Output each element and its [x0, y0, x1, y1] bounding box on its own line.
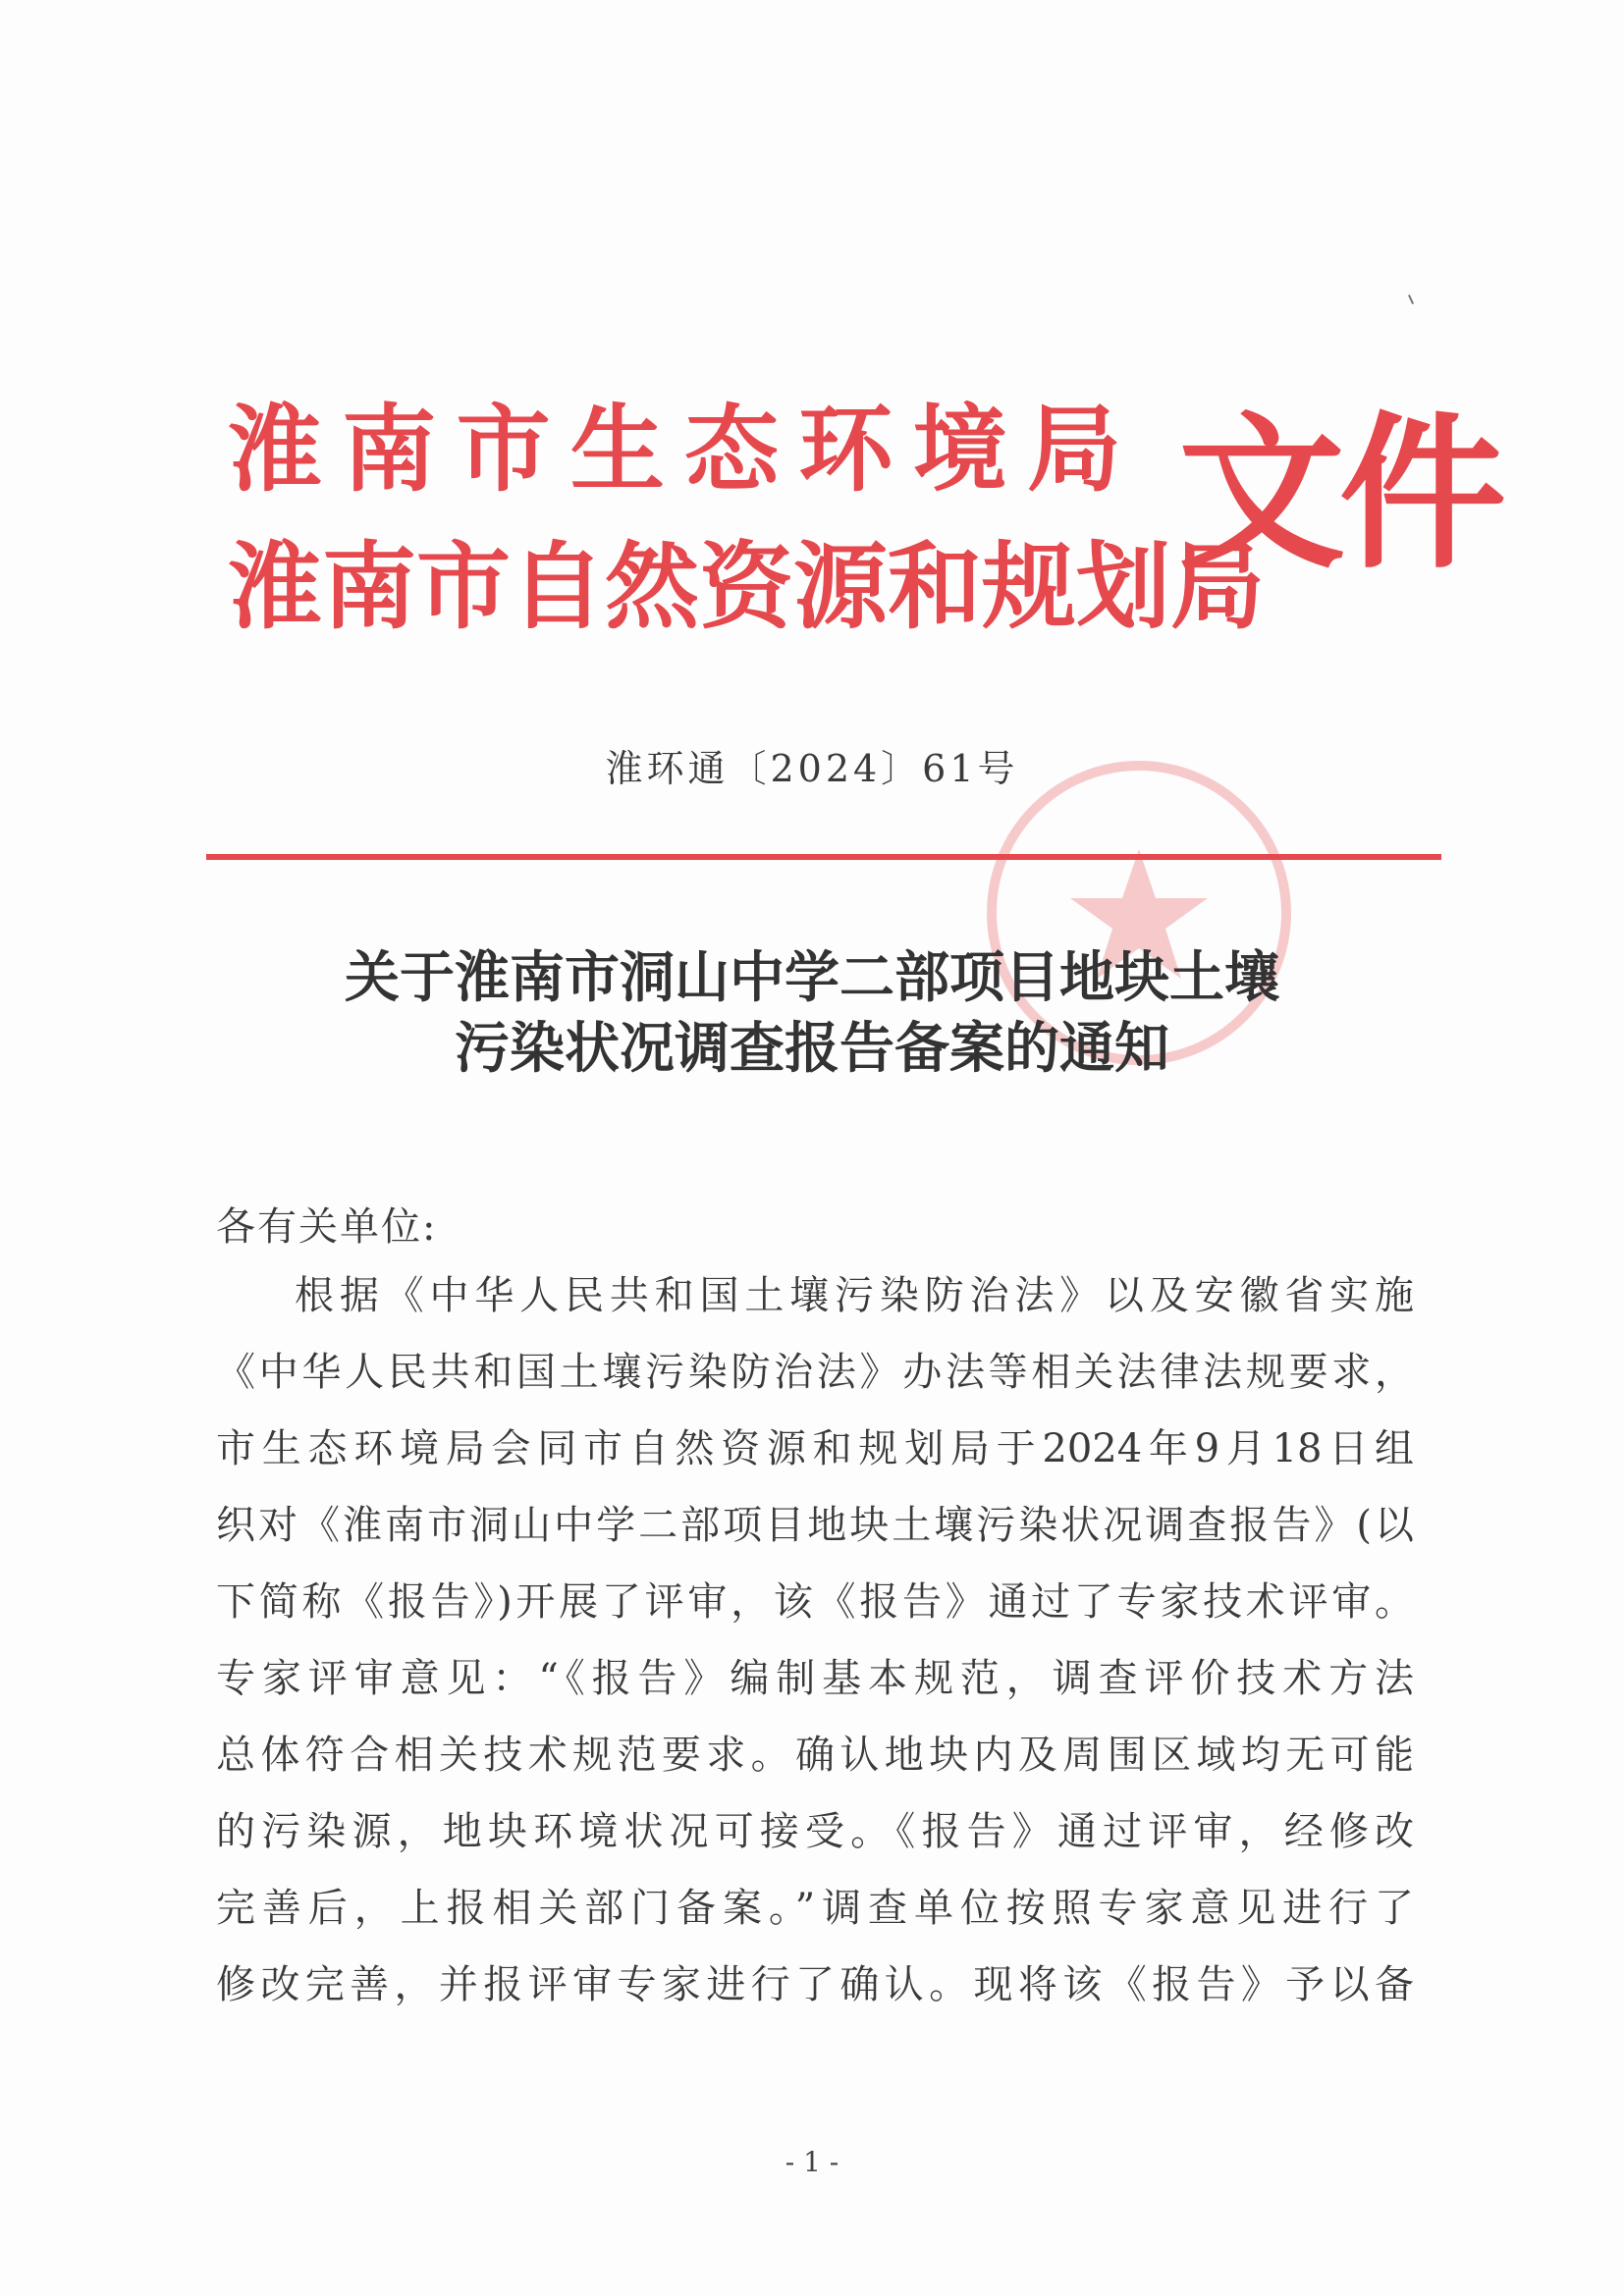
body-line: 的污染源，地块环境状况可接受。《报告》通过评审，经修改: [216, 1809, 1414, 1854]
body-line: 完善后，上报相关部门备案。”调查单位按照专家意见进行了: [216, 1886, 1414, 1931]
issuer-1-char: 境: [912, 394, 1007, 505]
body-line: 专家评审意见：“《报告》编制基本规范，调查评价技术方法: [216, 1656, 1414, 1701]
document-type-label: 文件: [1178, 396, 1501, 592]
red-divider-line: [206, 854, 1441, 860]
body-line: 织对《淮南市洞山中学二部项目地块土壤污染状况调查报告》(以: [216, 1503, 1414, 1548]
body-line: 下简称《报告》)开展了评审，该《报告》通过了专家技术评审。: [216, 1579, 1414, 1625]
notice-title-line-1: 关于淮南市洞山中学二部项目地块土壤: [345, 945, 1279, 1010]
notice-title-line-2: 污染状况调查报告备案的通知: [455, 1016, 1169, 1081]
body-line: 总体符合相关技术规范要求。确认地块内及周围区域均无可能: [216, 1733, 1414, 1778]
salutation: 各有关单位:: [216, 1204, 438, 1250]
body-line: 《中华人民共和国土壤污染防治法》办法等相关法律法规要求，: [216, 1350, 1414, 1395]
body-line: 市生态环境局会同市自然资源和规划局于2024年9月18日组: [216, 1426, 1414, 1471]
issuer-1-char: 市: [456, 394, 551, 505]
issuer-1-char: 局: [1026, 394, 1121, 505]
issuer-1-char: 淮: [228, 394, 322, 505]
body-line: 根据《中华人民共和国土壤污染防治法》以及安徽省实施: [295, 1273, 1414, 1318]
document-number: 淮环通〔2024〕61号: [605, 747, 1019, 790]
issuer-1-char: 环: [798, 394, 893, 505]
issuer-line-1: [228, 394, 1121, 505]
issuer-1-char: 南: [342, 394, 437, 505]
body-line: 修改完善，并报评审专家进行了确认。现将该《报告》予以备: [216, 1962, 1414, 2007]
issuer-1-char: 态: [684, 394, 780, 505]
page-number: - 1 -: [785, 2146, 839, 2178]
issuer-1-char: 生: [569, 394, 665, 505]
issuer-line-2: 淮南市自然资源和规划局: [228, 531, 1265, 642]
scan-speck: [1408, 294, 1414, 304]
